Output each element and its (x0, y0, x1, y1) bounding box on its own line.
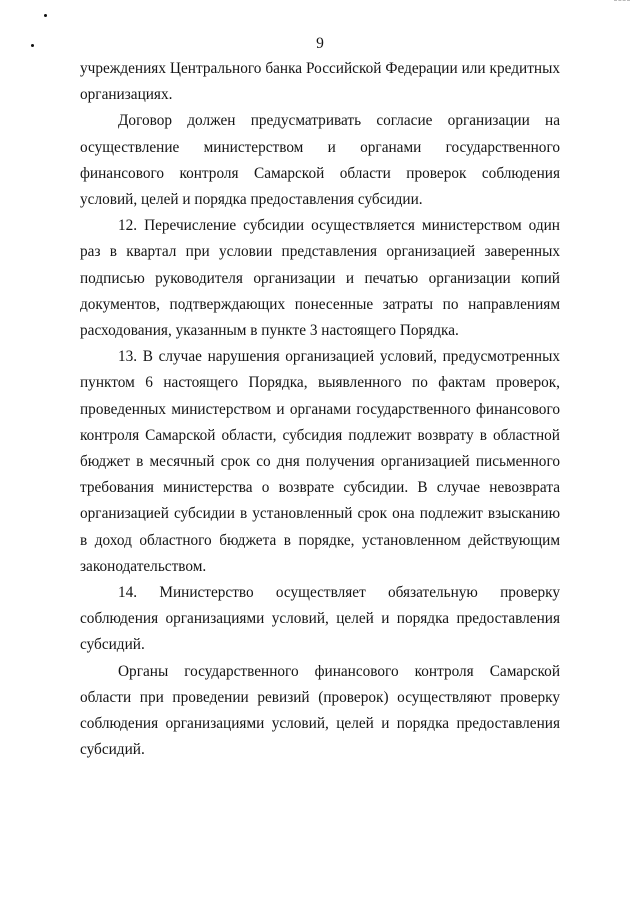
paragraph-item-12: 12. Перечисление субсидии осуществляется министерством один раз в квартал при условии представления организацией заверенных подписью руководителя организации и печатью организации копий документов, подтверждающих понесенные затраты по направлениям расходования, указанным в пункте 3 настоящего Порядка. (80, 217, 560, 340)
scan-edge-mark (614, 0, 630, 3)
page-number: 9 (316, 35, 324, 52)
scan-speck (44, 14, 47, 17)
paragraph-financial-control: Органы государственного финансового контроля Самарской области при проведении ревизий (проверок) осуществляют проверку соблюдения организациями условий, целей и порядка предоставления субсидий. (80, 662, 560, 759)
document-body (80, 56, 560, 763)
paragraph-item-14: 14. Министерство осуществляет обязательную проверку соблюдения организациями условий, целей и порядка предоставления субсидий. (80, 584, 560, 654)
paragraph-contract-consent: Договор должен предусматривать согласие организации на осуществление министерством и органами государственного финансового контроля Самарской области проверок соблюдения условий, целей и порядка предоставления субсидии. (80, 112, 560, 209)
paragraph-continuation: учреждениях Центрального банка Российской Федерации или кредитных организациях. (80, 60, 560, 104)
paragraph-item-13: 13. В случае нарушения организацией условий, предусмотренных пунктом 6 настоящего Порядка, выявленного по фактам проверок, проведенных министерством и органами государственного финансового контроля Самарской области, субсидия подлежит возврату в областной бюджет в месячный срок со дня получения организацией письменного требования министерства о возврате субсидии. В случае невозврата организацией субсидии в установленный срок она подлежит взысканию в доход областного бюджета в порядке, установленном действующим законодательством. (80, 348, 560, 575)
